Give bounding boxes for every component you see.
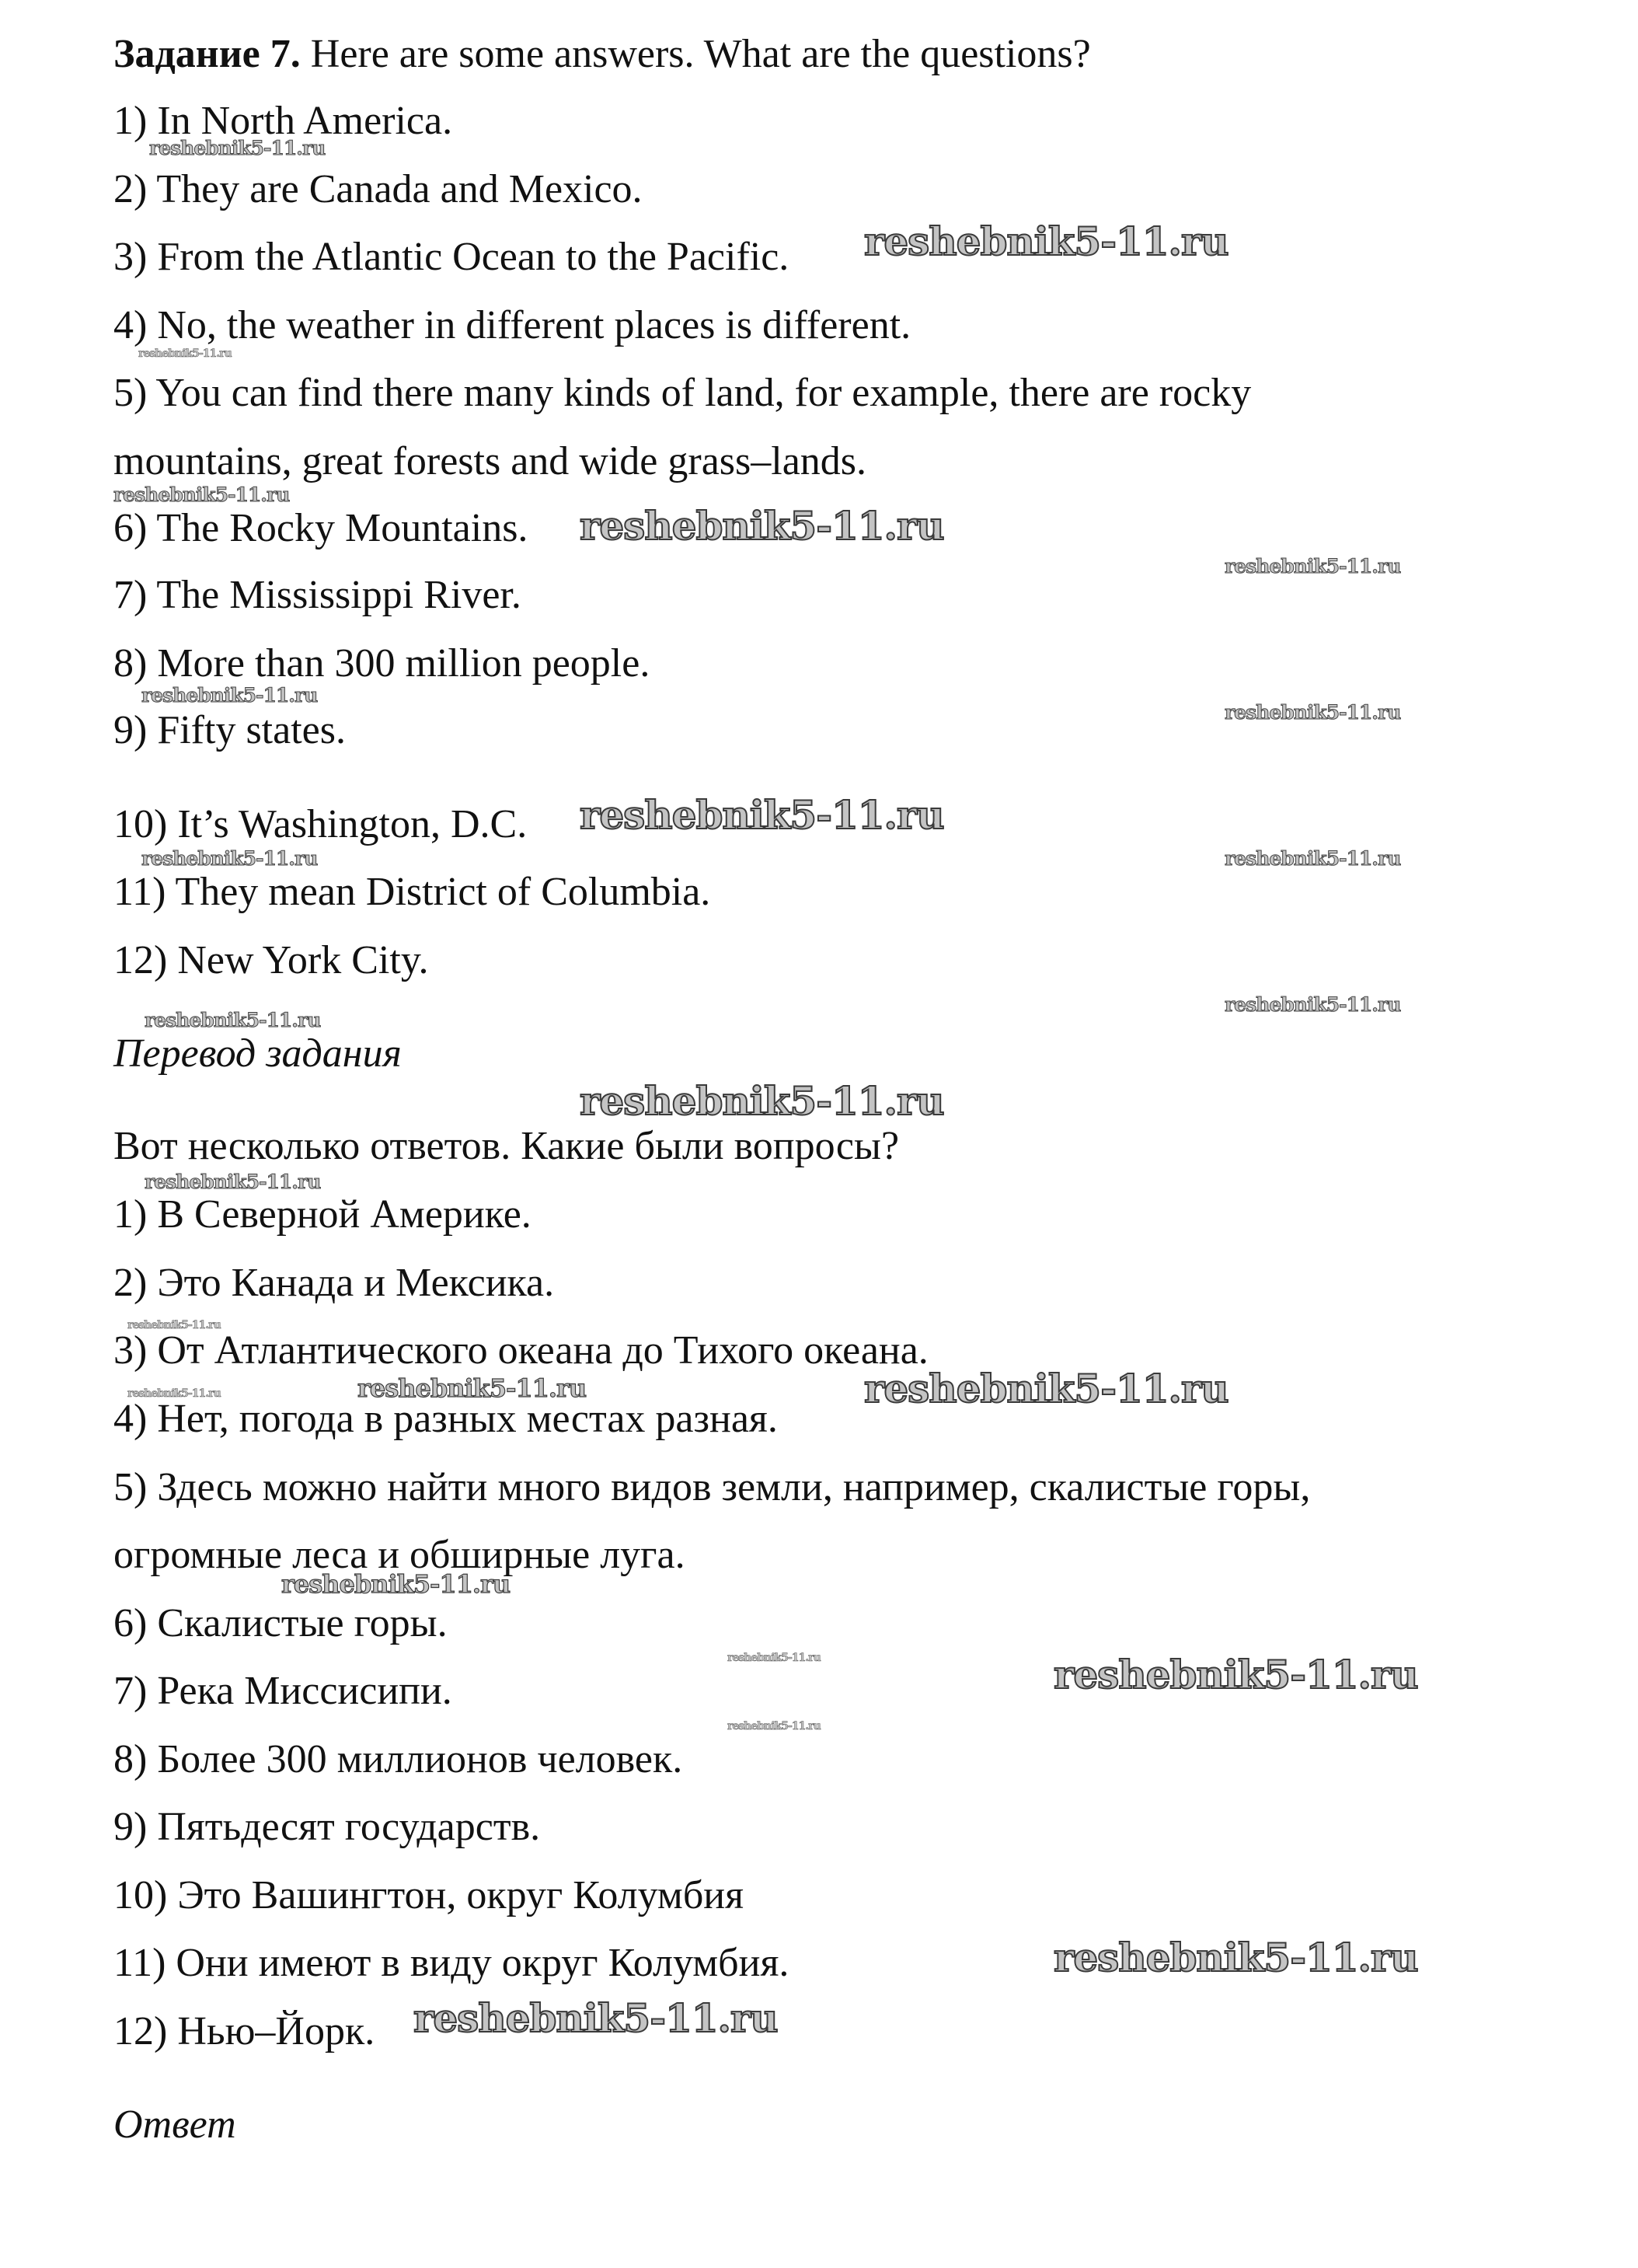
watermark: reshebnik5-11.ru [864, 218, 1228, 264]
answer-line-1: 1) In North America. [113, 99, 453, 143]
answer-line-12: 12) New York City. [113, 938, 429, 982]
watermark: reshebnik5-11.ru [864, 1366, 1228, 1411]
watermark: reshebnik5-11.ru [580, 792, 944, 838]
watermark: reshebnik5-11.ru [413, 1995, 778, 2041]
watermark: reshebnik5-11.ru [1054, 1935, 1418, 1980]
translation-line-8: 8) Более 300 миллионов человек. [113, 1737, 683, 1781]
watermark: reshebnik5-11.ru [1225, 555, 1401, 577]
translation-line-3: 3) От Атлантического океана до Тихого океана. [113, 1328, 929, 1373]
answer-line-4: 4) No, the weather in different places is different. [113, 303, 911, 347]
watermark: reshebnik5-11.ru [145, 1171, 321, 1193]
watermark: reshebnik5-11.ru [113, 483, 290, 506]
translation-line-9: 9) Пятьдесят государств. [113, 1805, 541, 1849]
answer-line-11: 11) They mean District of Columbia. [113, 870, 711, 914]
translation-line-12: 12) Нью–Йорк. [113, 2009, 375, 2053]
watermark: reshebnik5-11.ru [145, 1009, 321, 1031]
watermark: reshebnik5-11.ru [1225, 701, 1401, 724]
answer-line-9: 9) Fifty states. [113, 708, 346, 752]
watermark: reshebnik5-11.ru [1225, 847, 1401, 870]
task-number: Задание 7. [113, 32, 301, 76]
translation-intro: Вот несколько ответов. Какие были вопросы? [113, 1124, 900, 1168]
answer-line-8: 8) More than 300 million people. [113, 641, 650, 686]
translation-line-1: 1) В Северной Америке. [113, 1192, 531, 1237]
answer-line-6: 6) The Rocky Mountains. [113, 506, 528, 550]
watermark: reshebnik5-11.ru [127, 1319, 221, 1331]
answer-line-10: 10) It’s Washington, D.C. [113, 802, 528, 846]
watermark: reshebnik5-11.ru [580, 1078, 944, 1124]
translation-line-2: 2) Это Канада и Мексика. [113, 1261, 555, 1305]
translation-line-5-continued: огромные леса и обширные луга. [113, 1533, 685, 1577]
translation-line-11: 11) Они имеют в виду округ Колумбия. [113, 1941, 789, 1985]
watermark: reshebnik5-11.ru [141, 847, 318, 870]
watermark: reshebnik5-11.ru [727, 1720, 821, 1732]
watermark: reshebnik5-11.ru [357, 1373, 587, 1403]
task-instruction: Here are some answers. What are the questions? [300, 32, 1091, 76]
translation-line-4: 4) Нет, погода в разных местах разная. [113, 1397, 778, 1441]
answer-line-3: 3) From the Atlantic Ocean to the Pacific. [113, 235, 789, 279]
watermark: reshebnik5-11.ru [580, 503, 944, 549]
answer-line-7: 7) The Mississippi River. [113, 573, 521, 617]
translation-heading: Перевод задания [113, 1031, 402, 1076]
watermark: reshebnik5-11.ru [127, 1387, 221, 1400]
translation-line-5: 5) Здесь можно найти много видов земли, например, скалистые горы, [113, 1465, 1311, 1509]
translation-line-7: 7) Река Миссисипи. [113, 1669, 452, 1713]
task-heading [113, 34, 1091, 75]
translation-line-10: 10) Это Вашингтон, округ Колумбия [113, 1873, 744, 1917]
answer-line-5: 5) You can find there many kinds of land, for example, there are rocky [113, 371, 1252, 415]
answer-heading: Ответ [113, 2102, 236, 2147]
watermark: reshebnik5-11.ru [281, 1569, 511, 1599]
answer-line-2: 2) They are Canada and Mexico. [113, 167, 643, 211]
watermark: reshebnik5-11.ru [1225, 993, 1401, 1016]
answer-line-5-continued: mountains, great forests and wide grass–lands. [113, 439, 867, 483]
watermark: reshebnik5-11.ru [138, 347, 232, 360]
watermark: reshebnik5-11.ru [149, 137, 326, 159]
watermark: reshebnik5-11.ru [727, 1652, 821, 1664]
watermark: reshebnik5-11.ru [141, 684, 318, 707]
watermark: reshebnik5-11.ru [1054, 1652, 1418, 1698]
translation-line-6: 6) Скалистые горы. [113, 1601, 448, 1645]
